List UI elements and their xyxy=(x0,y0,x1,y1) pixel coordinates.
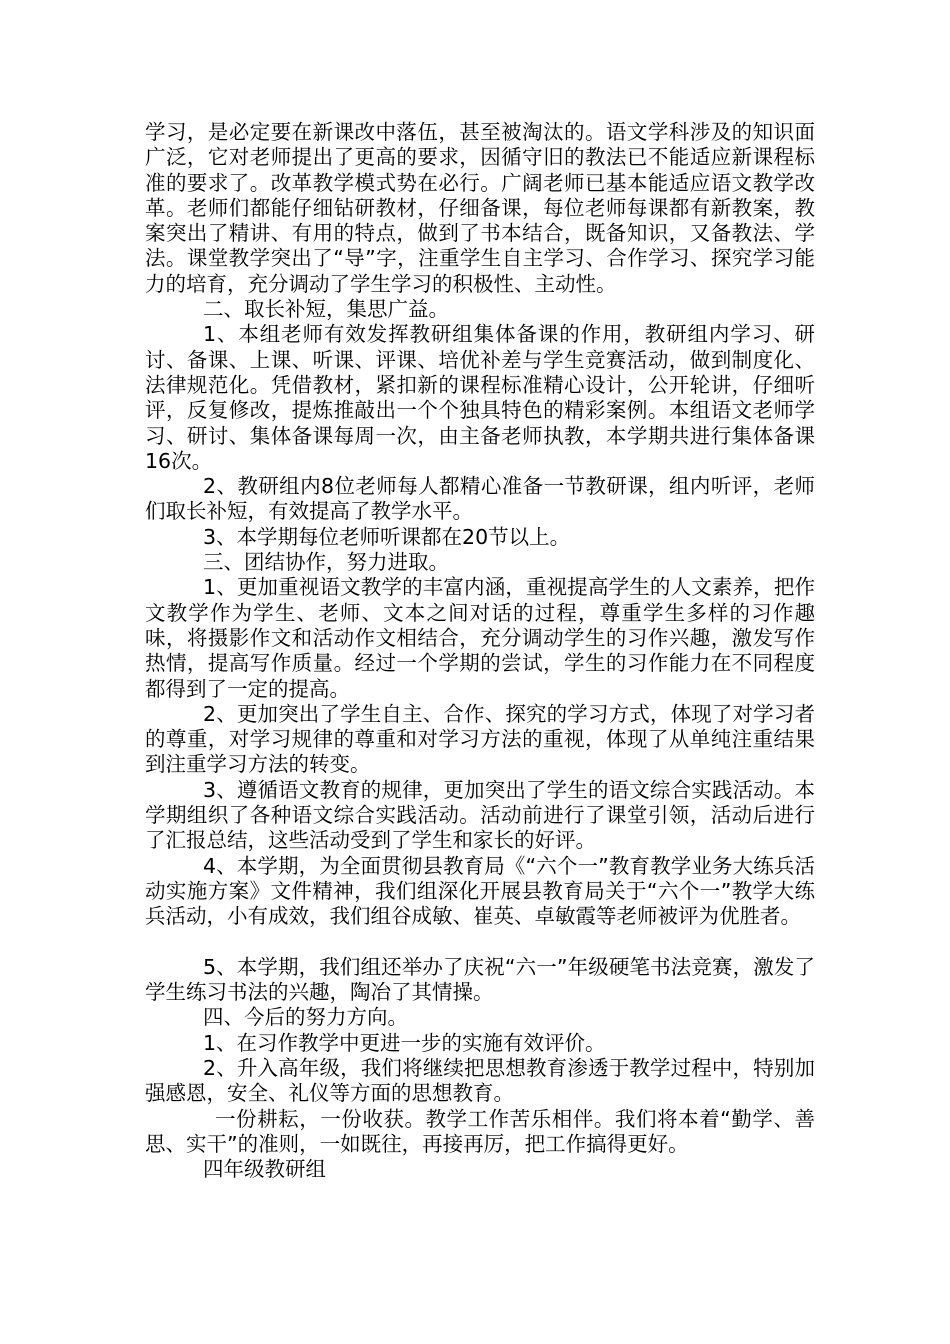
paragraph-4-2: 2、升入高年级，我们将继续把思想教育渗透于教学过程中，特别加强感恩，安全、礼仪等方面的思想教育。 xyxy=(145,1055,815,1106)
section-heading-3: 三、团结协作，努力进取。 xyxy=(203,550,449,575)
paragraph-3-4: 4、本学期，为全面贯彻县教育局《“六个一”教育教学业务大练兵活动实施方案》文件精神，我们组深化开展县教育局关于“六个一”教学大练兵活动，小有成效，我们组谷成敏、崔英、卓敏霞等老师被评为优胜者。 xyxy=(145,853,815,929)
paragraph-3-1: 1、更加重视语文教学的丰富内涵，重视提高学生的人文素养，把作文教学作为学生、老师、文本之间对话的过程，尊重学生多样的习作趣味，将摄影作文和活动作文相结合，充分调动学生的习作兴趣，激发写作热情，提高写作质量。经过一个学期的尝试，学生的习作能力在不同程度都得到了一定的提高。 xyxy=(145,575,815,701)
paragraph-2-1: 1、本组老师有效发挥教研组集体备课的作用，教研组内学习、研讨、备课、上课、听课、评课、培优补差与学生竞赛活动，做到制度化、法律规范化。凭借教材，紧扣新的课程标准精心设计，公开轮讲，仔细听评，反复修改，提炼推敲出一个个独具特色的精彩案例。本组语文老师学习、研讨、集体备课每周一次，由主备老师执教，本学期共进行集体备课16次。 xyxy=(145,322,815,473)
blank-line xyxy=(145,930,815,955)
paragraph-4-1: 1、在习作教学中更进一步的实施有效评价。 xyxy=(203,1030,606,1055)
paragraph-2-2: 2、教研组内8位老师每人都精心准备一节教研课，组内听评，老师们取长补短，有效提高了教学水平。 xyxy=(145,474,815,524)
signature: 四年级教研组 xyxy=(203,1157,326,1182)
paragraph-3-3: 3、遵循语文教育的规律，更加突出了学生的语文综合实践活动。本学期组织了各种语文综合实践活动。活动前进行了课堂引领，活动后进行了汇报总结，这些活动受到了学生和家长的好评。 xyxy=(145,777,815,853)
paragraph-2-3: 3、本学期每位老师听课都在20节以上。 xyxy=(203,524,571,549)
paragraph-3-2: 2、更加突出了学生自主、合作、探究的学习方式，体现了对学习者的尊重，对学习规律的尊重和对学习方法的重视，体现了从单纯注重结果到注重学习方法的转变。 xyxy=(145,701,815,777)
paragraph-3-5: 5、本学期，我们组还举办了庆祝“六一”年级硬笔书法竞赛，激发了学生练习书法的兴趣，陶冶了其情操。 xyxy=(145,954,815,1005)
document-body xyxy=(145,120,815,1182)
paragraph-intro: 学习，是必定要在新课改中落伍，甚至被淘汰的。语文学科涉及的知识面广泛，它对老师提出了更高的要求，因循守旧的教法已不能适应新课程标准的要求了。改革教学模式势在必行。广阔老师已基本能适应语文教学改革。老师们都能仔细钻研教材，仔细备课，每位老师每课都有新教案，教案突出了精讲、有用的特点，做到了书本结合，既备知识，又备教法、学法。课堂教学突出了“导”字，注重学生自主学习、合作学习、探究学习能力的培育，充分调动了学生学习的积极性、主动性。 xyxy=(145,120,815,296)
paragraph-closing: 一份耕耘，一份收获。教学工作苦乐相伴。我们将本着“勤学、善思、实干”的准则，一如既往，再接再厉，把工作搞得更好。 xyxy=(145,1106,815,1156)
section-heading-2: 二、取长补短，集思广益。 xyxy=(203,297,449,322)
section-heading-4: 四、今后的努力方向。 xyxy=(203,1005,408,1030)
